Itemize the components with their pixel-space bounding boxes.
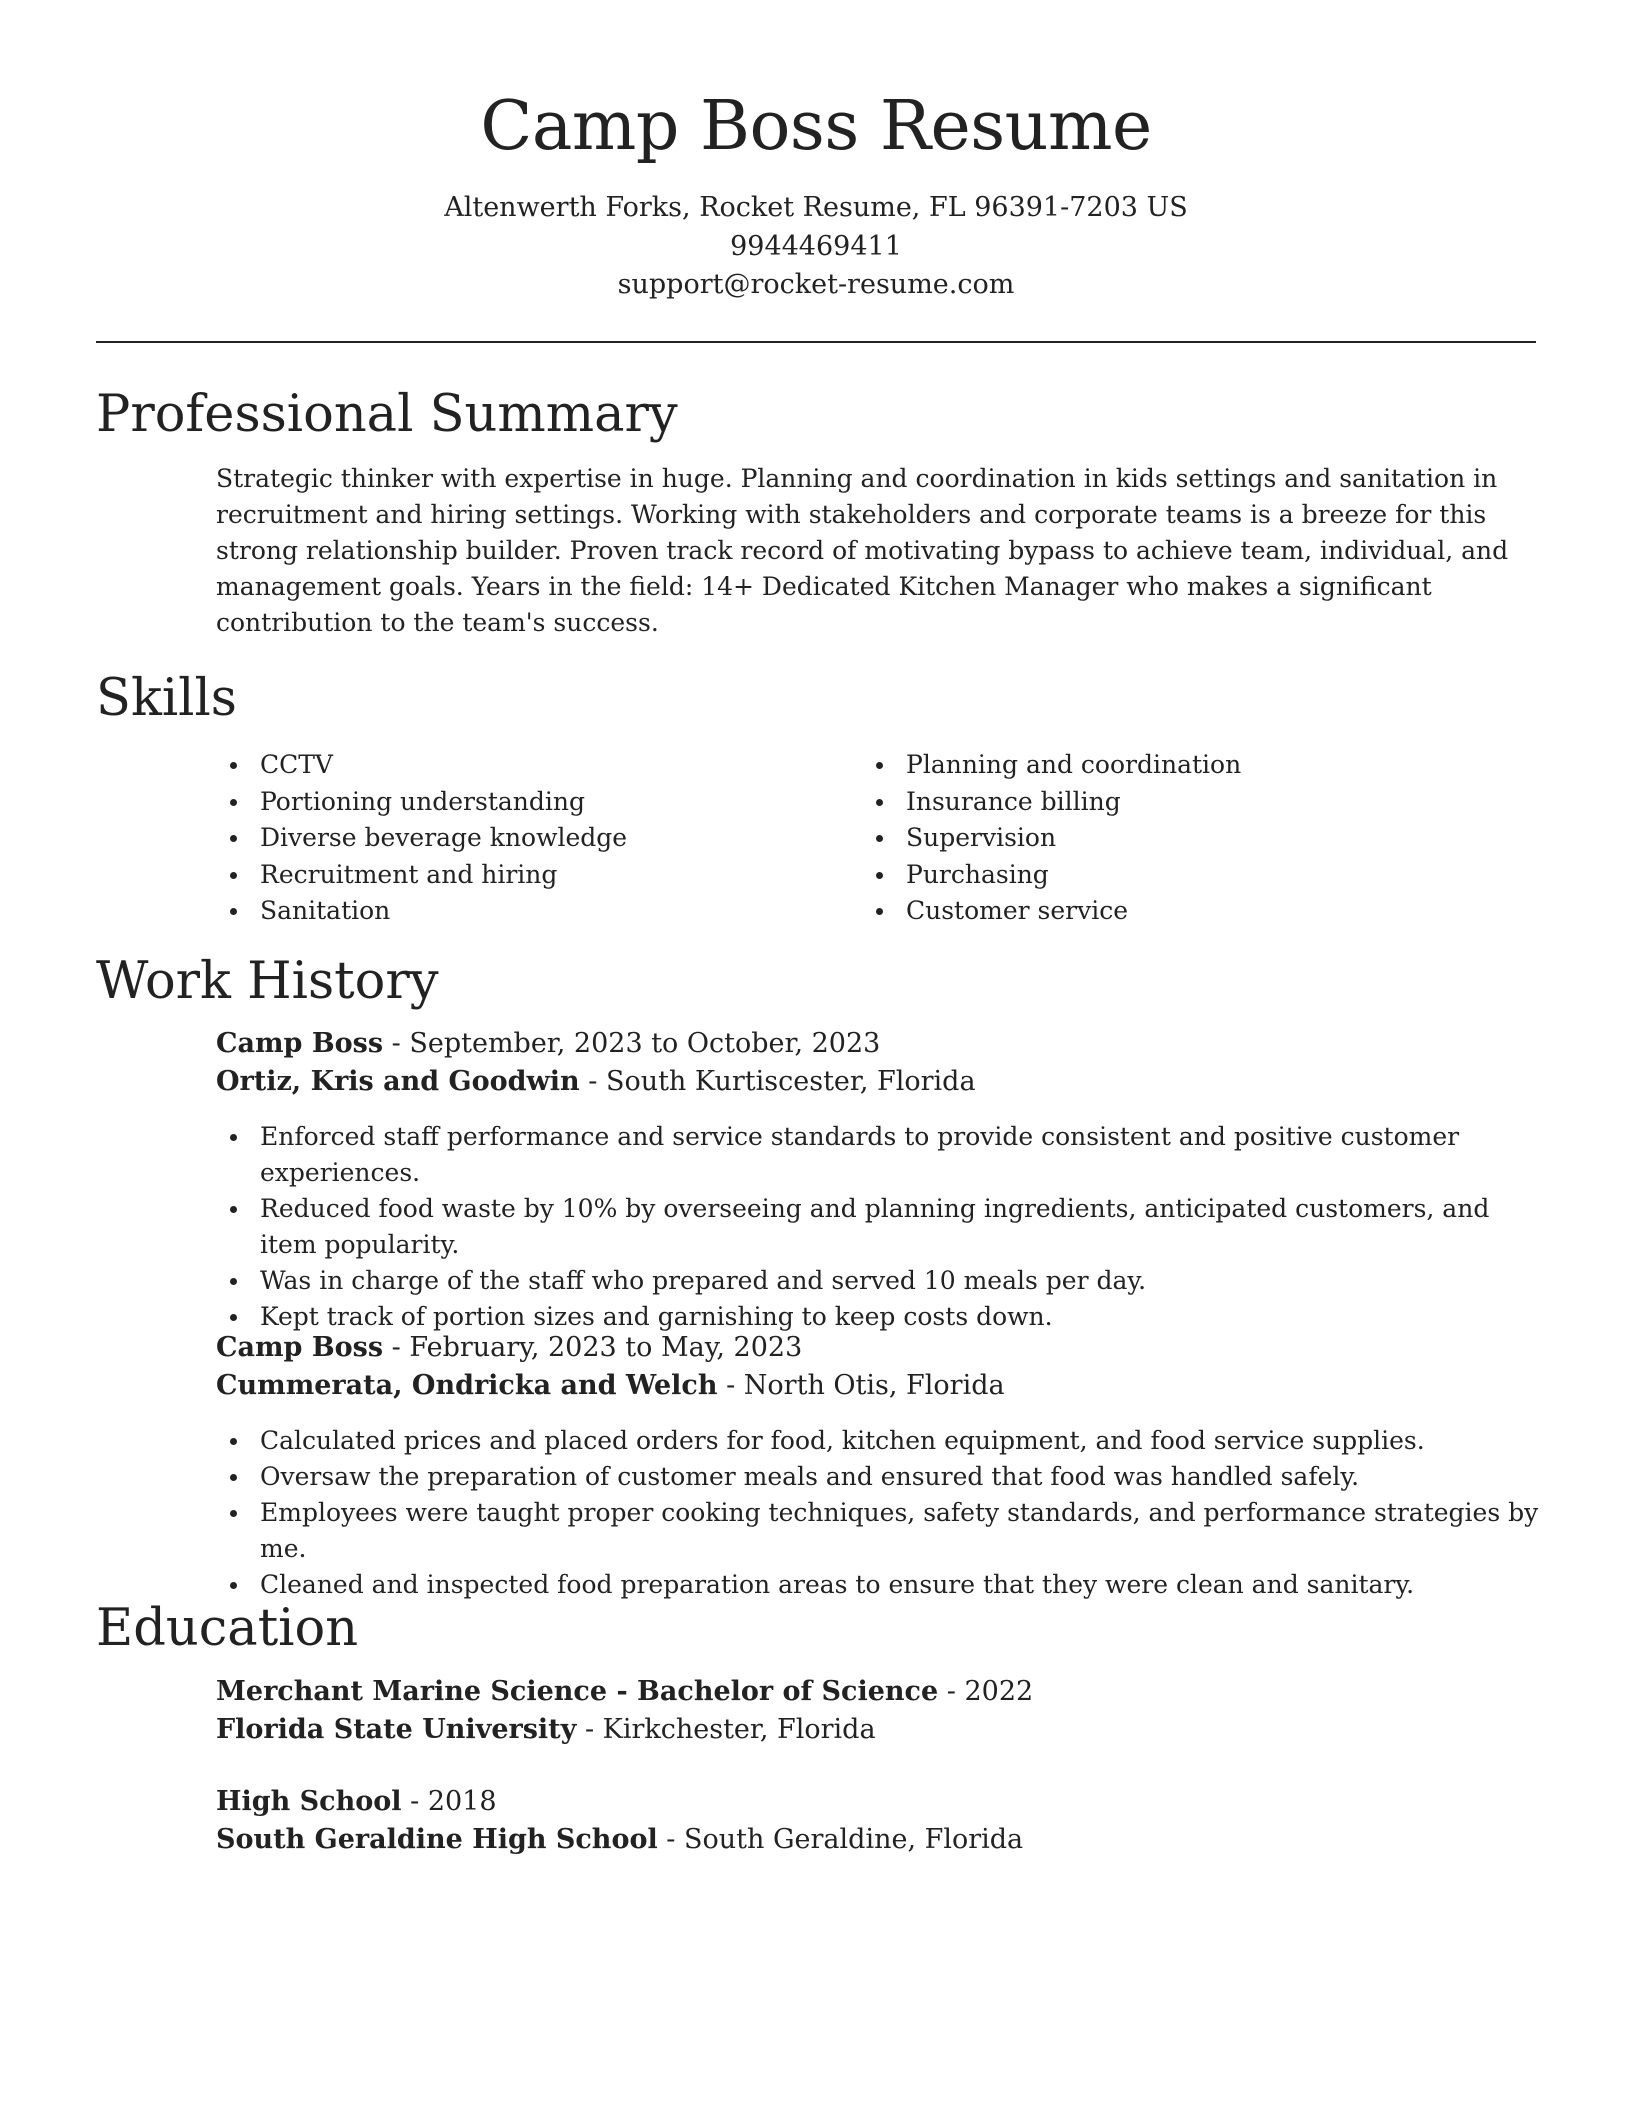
job-duty: Reduced food waste by 10% by overseeing and planning ingredients, anticipated customers, and item popularity. [216,1191,1546,1263]
skill-item: Sanitation [216,893,856,930]
school-location: - Kirkchester, Florida [576,1714,876,1745]
school-name: South Geraldine High School [216,1824,658,1855]
job-title: Camp Boss [216,1028,384,1059]
job-title: Camp Boss [216,1332,384,1363]
education-heading: Education [96,1599,359,1658]
degree-year: - 2018 [401,1786,497,1817]
job-duty: Kept track of portion sizes and garnishing to keep costs down. [216,1299,1546,1335]
job-duty: Enforced staff performance and service standards to provide consistent and positive customer experiences. [216,1119,1546,1191]
job-title-line [216,1025,880,1063]
job-company: Ortiz, Kris and Goodwin [216,1066,580,1097]
header-divider [96,341,1536,343]
skill-item: CCTV [216,747,856,784]
degree: Merchant Marine Science - Bachelor of Science [216,1676,939,1707]
contact-email: support@rocket-resume.com [617,269,1015,300]
skill-item: Planning and coordination [862,747,1502,784]
skills-list-right [862,747,1502,930]
job-dates: - February, 2023 to May, 2023 [383,1332,803,1363]
job-duty: Calculated prices and placed orders for food, kitchen equipment, and food service supplies. [216,1423,1546,1459]
job-duty: Oversaw the preparation of customer meals and ensured that food was handled safely. [216,1459,1546,1495]
degree-year: - 2022 [938,1676,1034,1707]
job-duty: Was in charge of the staff who prepared and served 10 meals per day. [216,1263,1546,1299]
job-location: - North Otis, Florida [717,1370,1005,1401]
job-duties-list [216,1423,1546,1603]
skill-item: Purchasing [862,857,1502,894]
school-line [216,1711,876,1749]
skill-item: Recruitment and hiring [216,857,856,894]
degree: High School [216,1786,402,1817]
skills-heading: Skills [96,669,237,728]
job-duty: Employees were taught proper cooking techniques, safety standards, and performance strategies by me. [216,1495,1546,1567]
summary-heading: Professional Summary [96,385,678,444]
resume-title: Camp Boss Resume [480,87,1152,166]
degree-line [216,1783,497,1821]
job-company-line [216,1367,1005,1405]
skill-item: Portioning understanding [216,784,856,821]
job-dates: - September, 2023 to October, 2023 [383,1028,881,1059]
skill-item: Diverse beverage knowledge [216,820,856,857]
contact-phone: 9944469411 [730,231,902,262]
degree-line [216,1673,1033,1711]
job-location: - South Kurtiscester, Florida [579,1066,976,1097]
job-company: Cummerata, Ondricka and Welch [216,1370,718,1401]
skill-item: Insurance billing [862,784,1502,821]
work-heading: Work History [96,952,439,1011]
job-duties-list [216,1119,1546,1335]
school-line [216,1821,1023,1859]
job-title-line [216,1329,802,1367]
contact-address: Altenwerth Forks, Rocket Resume, FL 96391-7203 US [444,192,1188,223]
school-location: - South Geraldine, Florida [657,1824,1024,1855]
skill-item: Customer service [862,893,1502,930]
skill-item: Supervision [862,820,1502,857]
skills-list-left [216,747,856,930]
summary-text: Strategic thinker with expertise in huge. Planning and coordination in kids settings and sanitation in recruitment and hiring settings. Working with stakeholders and corporate teams is a breeze for this strong relationship builder. Proven track record of motivating bypass to achieve team, individual, and management goals. Years in the field: 14+ Dedicated Kitchen Manager who makes a significant contribution to the team's success. [216,464,1509,637]
school-name: Florida State University [216,1714,577,1745]
job-company-line [216,1063,976,1101]
job-duty: Cleaned and inspected food preparation areas to ensure that they were clean and sanitary. [216,1567,1546,1603]
